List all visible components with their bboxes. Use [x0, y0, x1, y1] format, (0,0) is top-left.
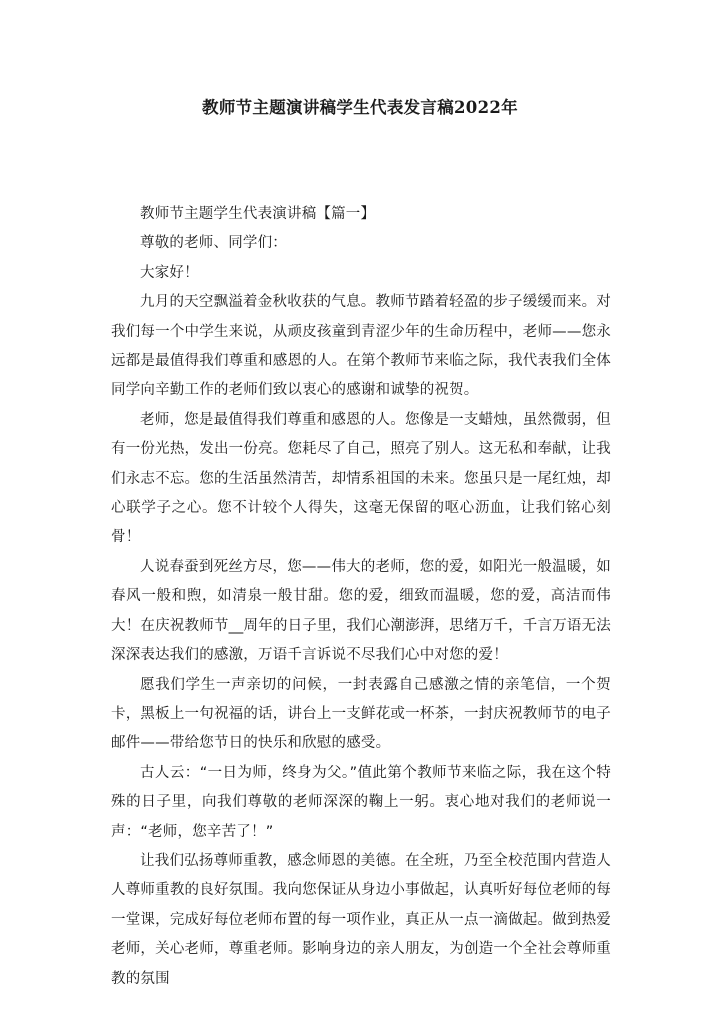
body-paragraph: 愿我们学生一声亲切的问候，一封表露自己感激之情的亲笔信，一个贺卡，黑板上一句祝福的话，讲台上一支鲜花或一杯茶，一封庆祝教师节的电子邮件——带给您节日的快乐和欣慰的感受。 — [111, 676, 611, 752]
body-paragraph: 九月的天空飘溢着金秋收获的气息。教师节踏着轻盈的步子缓缓而来。对我们每一个中学生来说，从顽皮孩童到青涩少年的生命历程中，老师——您永远都是最值得我们尊重和感恩的人。在第个教师节来临之际，我代表我们全体同学向辛勤工作的老师们致以衷心的感谢和诚挚的祝贺。 — [111, 294, 611, 399]
document-title: 教师节主题演讲稿学生代表发言稿2022年 — [202, 98, 518, 117]
body-paragraph: 古人云：“一日为师，终身为父。”值此第个教师节来临之际，我在这个特殊的日子里，向我们尊敬的老师深深的鞠上一躬。衷心地对我们的老师说一声：“老师，您辛苦了！” — [111, 764, 611, 840]
salutation: 尊敬的老师、同学们： — [140, 235, 287, 252]
greeting: 大家好！ — [140, 264, 199, 281]
section-heading: 教师节主题学生代表演讲稿【篇一】 — [140, 206, 376, 222]
body-paragraph: 老师，您是最值得我们尊重和感恩的人。您像是一支蜡烛，虽然微弱，但有一份光热，发出一份亮。您耗尽了自己，照亮了别人。这无私和奉献，让我们永志不忘。您的生活虽然清苦，却情系祖国的未来。您虽只是一尾红烛，却心联学子之心。您不计较个人得失，这毫无保留的呕心沥血，让我们铭心刻骨！ — [111, 411, 611, 546]
document-body — [111, 200, 611, 994]
body-paragraph: 人说春蚕到死丝方尽，您——伟大的老师，您的爱，如阳光一般温暖，如春风一般和煦，如清泉一般甘甜。您的爱，细致而温暖，您的爱，高洁而伟大！在庆祝教师节__周年的日子里，我们心潮澎湃，思绪万千，千言万语无法深深表达我们的感激，万语千言诉说不尽我们心中对您的爱！ — [111, 558, 611, 664]
body-paragraph: 让我们弘扬尊师重教，感念师恩的美德。在全班，乃至全校范围内营造人人尊师重教的良好氛围。我向您保证从身边小事做起，认真听好每位老师的每一堂课，完成好每位老师布置的每一项作业，真正从一点一滴做起。做到热爱老师，关心老师，尊重老师。影响身边的亲人朋友，为创造一个全社会尊师重教的氛围 — [111, 852, 611, 987]
